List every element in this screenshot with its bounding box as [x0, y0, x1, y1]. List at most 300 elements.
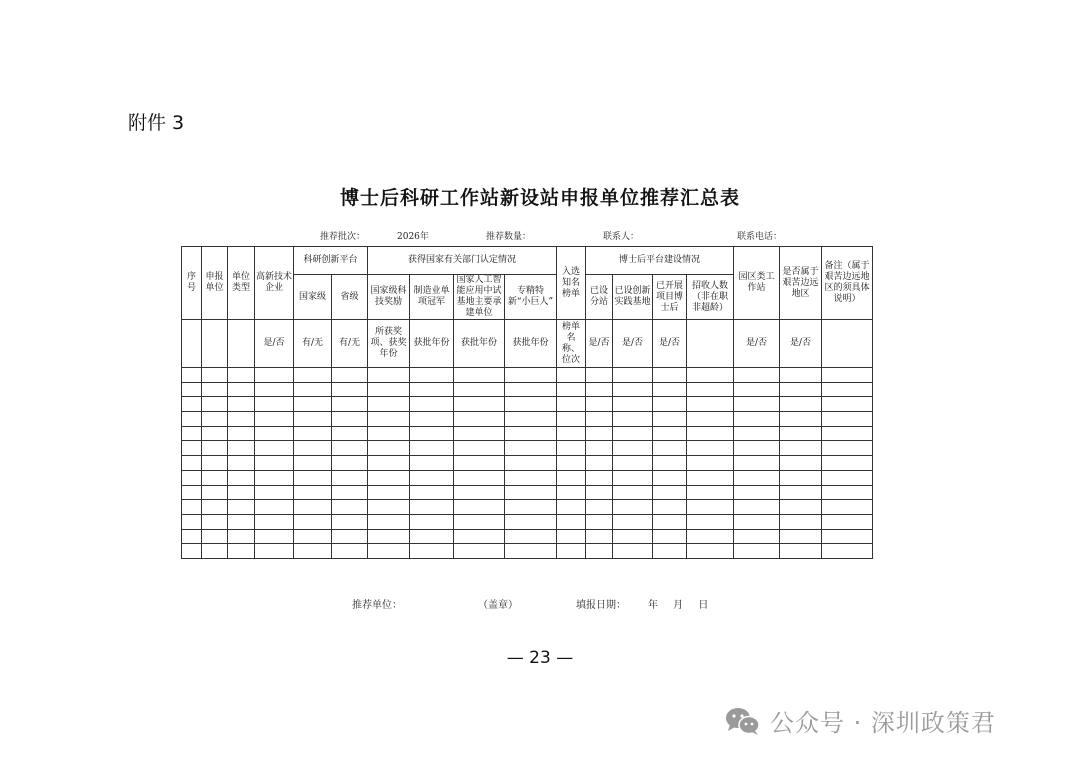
table-cell	[653, 514, 687, 529]
table-row	[182, 397, 873, 412]
contact-label: 联系人：	[603, 232, 640, 242]
table-cell	[586, 456, 613, 471]
table-cell	[780, 500, 822, 515]
table-cell	[505, 397, 557, 412]
header-national-recognition: 获得国家有关部门认定情况	[368, 247, 557, 275]
header-seq: 序号	[182, 247, 202, 320]
table-cell	[182, 544, 202, 559]
table-cell	[734, 485, 780, 500]
table-cell	[255, 426, 294, 441]
table-cell	[653, 412, 687, 427]
header-hightech: 高新技术企业	[255, 247, 294, 320]
table-cell	[255, 441, 294, 456]
table-cell	[557, 382, 586, 397]
table-cell	[780, 529, 822, 544]
header-remote-area: 是否属于艰苦边远地区	[780, 247, 822, 320]
header-park-station: 园区类工作站	[734, 247, 780, 320]
table-cell	[410, 529, 454, 544]
table-cell	[182, 529, 202, 544]
table-cell	[294, 397, 332, 412]
header-practice-base: 已设创新实践基地	[613, 275, 653, 320]
table-cell	[202, 470, 228, 485]
table-cell	[780, 514, 822, 529]
table-cell	[332, 500, 368, 515]
header-provincial: 省级	[332, 275, 368, 320]
value-unit-type	[228, 320, 255, 368]
seal-label: （盖章）	[478, 600, 518, 611]
value-champion: 获批年份	[410, 320, 454, 368]
document-title: 博士后科研工作站新设站申报单位推荐汇总表	[339, 187, 740, 209]
table-cell	[687, 514, 734, 529]
table-cell	[182, 456, 202, 471]
table-row	[182, 544, 873, 559]
table-cell	[368, 544, 410, 559]
date-parts: 年 月 日	[648, 600, 709, 611]
table-cell	[454, 500, 505, 515]
table-cell	[294, 500, 332, 515]
table-cell	[228, 485, 255, 500]
value-unit	[202, 320, 228, 368]
table-row	[182, 412, 873, 427]
table-cell	[505, 514, 557, 529]
value-giant: 获批年份	[505, 320, 557, 368]
table-cell	[653, 456, 687, 471]
table-cell	[255, 529, 294, 544]
page-number: — 23 —	[506, 648, 574, 668]
table-cell	[687, 397, 734, 412]
value-national-level: 有/无	[294, 320, 332, 368]
table-cell	[294, 382, 332, 397]
table-cell	[734, 382, 780, 397]
table-cell	[332, 544, 368, 559]
table-cell	[454, 368, 505, 383]
table-cell	[294, 544, 332, 559]
table-row	[182, 426, 873, 441]
value-award: 所获奖项、获奖年份	[368, 320, 410, 368]
table-cell	[255, 382, 294, 397]
blank-rows	[182, 368, 873, 559]
table-cell	[505, 500, 557, 515]
table-cell	[410, 397, 454, 412]
table-cell	[653, 470, 687, 485]
table-row	[182, 368, 873, 383]
table-cell	[182, 470, 202, 485]
table-cell	[613, 397, 653, 412]
table-cell	[294, 412, 332, 427]
table-cell	[653, 441, 687, 456]
watermark	[724, 703, 996, 738]
table-cell	[368, 529, 410, 544]
table-cell	[255, 485, 294, 500]
header-recruit: 招收人数（非在职非超龄）	[687, 275, 734, 320]
table-cell	[202, 397, 228, 412]
table-cell	[454, 514, 505, 529]
table-cell	[368, 412, 410, 427]
table-cell	[822, 514, 873, 529]
table-cell	[368, 514, 410, 529]
table-cell	[182, 514, 202, 529]
table-cell	[228, 500, 255, 515]
table-cell	[505, 529, 557, 544]
table-cell	[454, 426, 505, 441]
table-cell	[613, 368, 653, 383]
table-cell	[557, 368, 586, 383]
table-cell	[586, 412, 613, 427]
table-cell	[202, 412, 228, 427]
table-cell	[822, 485, 873, 500]
table-cell	[586, 544, 613, 559]
table-cell	[368, 426, 410, 441]
table-cell	[410, 412, 454, 427]
table-cell	[228, 441, 255, 456]
table-cell	[557, 397, 586, 412]
table-cell	[780, 412, 822, 427]
table-cell	[780, 456, 822, 471]
table-cell	[228, 397, 255, 412]
table-cell	[586, 441, 613, 456]
table-cell	[454, 397, 505, 412]
header-giant: 专精特新“小巨人”	[505, 275, 557, 320]
table-cell	[332, 529, 368, 544]
table-cell	[228, 382, 255, 397]
table-cell	[505, 412, 557, 427]
table-cell	[202, 382, 228, 397]
table-cell	[410, 544, 454, 559]
table-cell	[332, 397, 368, 412]
table-cell	[734, 529, 780, 544]
table-cell	[294, 456, 332, 471]
table-row	[182, 514, 873, 529]
table-cell	[653, 485, 687, 500]
table-cell	[734, 514, 780, 529]
header-substation: 已设分站	[586, 275, 613, 320]
table-row	[182, 382, 873, 397]
table-cell	[228, 426, 255, 441]
table-cell	[228, 456, 255, 471]
table-cell	[613, 441, 653, 456]
table-cell	[687, 485, 734, 500]
table-cell	[653, 544, 687, 559]
table-row	[182, 441, 873, 456]
table-cell	[182, 397, 202, 412]
table-cell	[822, 412, 873, 427]
table-cell	[368, 470, 410, 485]
table-cell	[255, 500, 294, 515]
table-cell	[822, 456, 873, 471]
table-cell	[255, 456, 294, 471]
table-cell	[505, 382, 557, 397]
table-cell	[586, 426, 613, 441]
table-cell	[368, 500, 410, 515]
table-cell	[228, 529, 255, 544]
table-cell	[557, 456, 586, 471]
table-cell	[613, 544, 653, 559]
table-cell	[332, 382, 368, 397]
table-cell	[202, 500, 228, 515]
table-cell	[228, 470, 255, 485]
table-cell	[586, 485, 613, 500]
table-cell	[613, 382, 653, 397]
table-cell	[687, 426, 734, 441]
table-cell	[182, 382, 202, 397]
table-cell	[687, 500, 734, 515]
table-cell	[410, 441, 454, 456]
table-cell	[332, 441, 368, 456]
table-cell	[228, 544, 255, 559]
header-unit-type: 单位类型	[228, 247, 255, 320]
table-cell	[294, 485, 332, 500]
table-cell	[332, 470, 368, 485]
table-cell	[687, 382, 734, 397]
table-cell	[822, 368, 873, 383]
table-row	[182, 500, 873, 515]
table-cell	[182, 368, 202, 383]
table-cell	[505, 456, 557, 471]
value-postdoc-program: 是/否	[653, 320, 687, 368]
table-cell	[734, 456, 780, 471]
table-cell	[410, 456, 454, 471]
table-cell	[822, 397, 873, 412]
batch-value: 2026年	[397, 232, 429, 242]
table-cell	[410, 368, 454, 383]
table-cell	[586, 500, 613, 515]
table-cell	[687, 529, 734, 544]
table-cell	[586, 368, 613, 383]
table-cell	[202, 368, 228, 383]
attachment-label: 附件 3	[128, 112, 185, 134]
table-cell	[505, 368, 557, 383]
table-cell	[780, 485, 822, 500]
count-label: 推荐数量：	[486, 232, 532, 242]
table-cell	[687, 412, 734, 427]
table-cell	[454, 456, 505, 471]
table-cell	[294, 514, 332, 529]
table-cell	[613, 470, 653, 485]
table-cell	[822, 382, 873, 397]
table-cell	[505, 470, 557, 485]
table-cell	[368, 382, 410, 397]
table-cell	[822, 529, 873, 544]
table-cell	[780, 544, 822, 559]
value-recruit	[687, 320, 734, 368]
table-cell	[653, 500, 687, 515]
table-cell	[202, 485, 228, 500]
table-cell	[410, 514, 454, 529]
table-cell	[228, 514, 255, 529]
table-cell	[410, 426, 454, 441]
table-cell	[368, 397, 410, 412]
phone-label: 联系电话：	[737, 232, 783, 242]
table-cell	[228, 412, 255, 427]
table-cell	[653, 382, 687, 397]
table-row	[182, 456, 873, 471]
table-cell	[734, 397, 780, 412]
table-cell	[780, 426, 822, 441]
table-cell	[822, 500, 873, 515]
wechat-icon	[724, 706, 762, 736]
table-cell	[687, 368, 734, 383]
table-cell	[454, 470, 505, 485]
table-cell	[613, 426, 653, 441]
table-cell	[613, 514, 653, 529]
table-cell	[687, 544, 734, 559]
table-cell	[454, 441, 505, 456]
table-cell	[410, 485, 454, 500]
table-cell	[454, 485, 505, 500]
table-cell	[182, 426, 202, 441]
table-cell	[734, 470, 780, 485]
table-cell	[454, 544, 505, 559]
value-park-station: 是/否	[734, 320, 780, 368]
header-remarks: 备注（属于艰苦边远地区的须具体说明）	[822, 247, 873, 320]
table-cell	[228, 368, 255, 383]
table-cell	[734, 412, 780, 427]
table-cell	[368, 368, 410, 383]
table-cell	[586, 397, 613, 412]
table-cell	[294, 368, 332, 383]
table-cell	[294, 441, 332, 456]
table-cell	[332, 485, 368, 500]
value-remote-area: 是/否	[780, 320, 822, 368]
header-national-level: 国家级	[294, 275, 332, 320]
table-cell	[613, 456, 653, 471]
table-cell	[557, 529, 586, 544]
table-cell	[557, 514, 586, 529]
header-ranking: 入选知名榜单	[557, 247, 586, 320]
table-cell	[734, 368, 780, 383]
table-cell	[182, 412, 202, 427]
header-champion: 制造业单项冠军	[410, 275, 454, 320]
table-cell	[294, 470, 332, 485]
table-cell	[410, 470, 454, 485]
header-award: 国家级科技奖励	[368, 275, 410, 320]
table-cell	[557, 412, 586, 427]
table-cell	[734, 441, 780, 456]
table-cell	[653, 397, 687, 412]
batch-label: 推荐批次：	[320, 232, 366, 242]
table-cell	[734, 500, 780, 515]
header-postdoc-program: 已开展项目博士后	[653, 275, 687, 320]
table-cell	[182, 500, 202, 515]
table-cell	[332, 412, 368, 427]
table-cell	[613, 500, 653, 515]
table-cell	[255, 544, 294, 559]
header-innovation-platform: 科研创新平台	[294, 247, 368, 275]
value-seq	[182, 320, 202, 368]
table-cell	[454, 382, 505, 397]
table-cell	[653, 529, 687, 544]
table-cell	[822, 426, 873, 441]
table-cell	[780, 382, 822, 397]
table-cell	[822, 470, 873, 485]
table-cell	[255, 470, 294, 485]
table-cell	[687, 441, 734, 456]
table-cell	[822, 544, 873, 559]
table-cell	[202, 441, 228, 456]
table-cell	[368, 441, 410, 456]
table-cell	[586, 382, 613, 397]
table-cell	[202, 456, 228, 471]
value-hightech: 是/否	[255, 320, 294, 368]
value-practice-base: 是/否	[613, 320, 653, 368]
table-cell	[822, 441, 873, 456]
table-cell	[182, 485, 202, 500]
table-cell	[454, 529, 505, 544]
table-cell	[202, 544, 228, 559]
table-cell	[410, 500, 454, 515]
recommend-unit-label: 推荐单位：	[352, 600, 402, 611]
table-cell	[613, 412, 653, 427]
table-row	[182, 470, 873, 485]
table-cell	[505, 426, 557, 441]
table-cell	[780, 441, 822, 456]
table-cell	[255, 514, 294, 529]
value-ai-base: 获批年份	[454, 320, 505, 368]
value-provincial: 有/无	[332, 320, 368, 368]
table-cell	[653, 368, 687, 383]
table-cell	[454, 412, 505, 427]
table-row	[182, 529, 873, 544]
table-cell	[294, 529, 332, 544]
table-cell	[734, 544, 780, 559]
table-cell	[332, 456, 368, 471]
table-cell	[586, 470, 613, 485]
table-cell	[613, 529, 653, 544]
value-remarks	[822, 320, 873, 368]
header-unit: 申报单位	[202, 247, 228, 320]
table-cell	[780, 368, 822, 383]
table-cell	[368, 485, 410, 500]
fill-date-label: 填报日期：	[576, 600, 626, 611]
table-row	[182, 485, 873, 500]
table-cell	[332, 368, 368, 383]
table-cell	[410, 382, 454, 397]
table-cell	[255, 368, 294, 383]
table-cell	[332, 514, 368, 529]
header-postdoc-platform: 博士后平台建设情况	[586, 247, 734, 275]
table-cell	[505, 544, 557, 559]
table-cell	[557, 470, 586, 485]
table-cell	[202, 514, 228, 529]
table-cell	[557, 485, 586, 500]
table-cell	[557, 426, 586, 441]
table-cell	[557, 544, 586, 559]
table-cell	[586, 514, 613, 529]
value-substation: 是/否	[586, 320, 613, 368]
table-cell	[255, 412, 294, 427]
table-cell	[332, 426, 368, 441]
table-cell	[734, 426, 780, 441]
table-cell	[255, 397, 294, 412]
table-cell	[653, 426, 687, 441]
table-cell	[294, 426, 332, 441]
table-cell	[687, 470, 734, 485]
table-cell	[780, 470, 822, 485]
table-cell	[505, 441, 557, 456]
summary-table	[181, 246, 873, 559]
table-cell	[613, 485, 653, 500]
table-cell	[368, 456, 410, 471]
table-cell	[505, 485, 557, 500]
table-cell	[557, 441, 586, 456]
header-ai-base: 国家人工智能应用中试基地主要承建单位	[454, 275, 505, 320]
value-ranking: 榜单名称、位次	[557, 320, 586, 368]
table-cell	[586, 529, 613, 544]
watermark-text: 公众号 · 深圳政策君	[770, 709, 996, 737]
table-cell	[182, 441, 202, 456]
table-cell	[780, 397, 822, 412]
table-cell	[202, 426, 228, 441]
